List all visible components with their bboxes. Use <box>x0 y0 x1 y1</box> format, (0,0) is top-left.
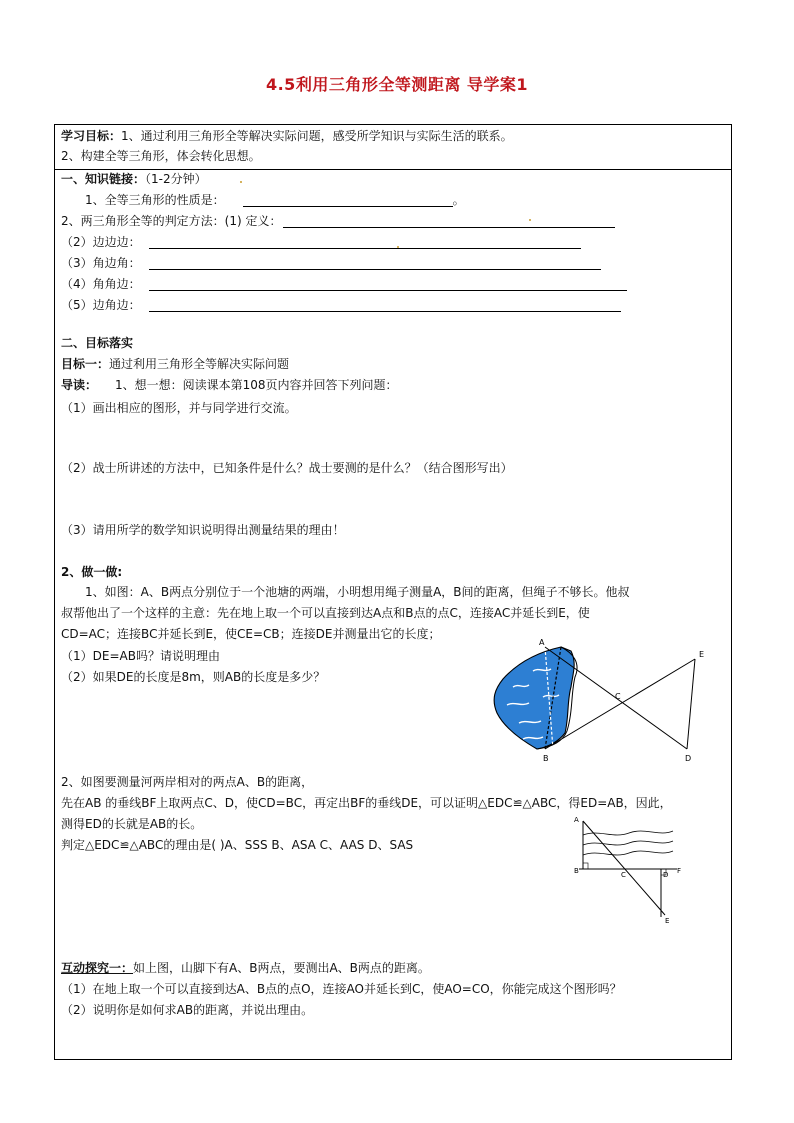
guide-question-2: （2）战士所讲述的方法中，已知条件是什么？战士要测的是什么？（结合图形写出） <box>61 461 513 475</box>
pond-shape <box>494 647 574 749</box>
section1-time: （1-2分钟） <box>145 172 207 186</box>
scan-dot <box>529 219 531 221</box>
right-angle-b <box>583 863 588 869</box>
problem2-line-0: 2、如图要测量河两岸相对的两点A、B的距离， <box>61 775 314 789</box>
answer-blank-sas[interactable] <box>149 299 621 312</box>
label-c: C <box>621 871 626 879</box>
label-a: A <box>574 816 579 824</box>
objectives-line-2: 2、构建全等三角形，体会转化思想。 <box>61 149 261 163</box>
goal1-line <box>61 357 289 371</box>
explore1-text: 如上图，山脚下有A、B两点，要测出A、B两点的距离。 <box>133 961 430 975</box>
section1-q1 <box>85 193 465 207</box>
label-e: E <box>699 650 705 659</box>
problem2-line-2: 测得ED的长就是AB的长。 <box>61 817 203 831</box>
explore1-line <box>61 961 430 975</box>
method-aas-label: （4）角角边： <box>61 277 141 291</box>
label-a: A <box>539 638 545 647</box>
method-sss-label: （2）边边边： <box>61 235 141 249</box>
answer-blank-definition[interactable] <box>283 215 615 228</box>
method-sas <box>61 298 621 312</box>
scan-dot <box>397 246 399 248</box>
problem2-line-1: 先在AB 的垂线BF上取两点C、D，使CD=BC，再定出BF的垂线DE，可以证明△EDC≌△ABC，得ED=AB，因此， <box>61 796 672 810</box>
section1-q1-end: 。 <box>452 193 465 207</box>
section2-heading: 二、目标落实 <box>61 336 134 350</box>
label-c: C <box>615 692 621 701</box>
guide-question-1: （1）画出相应的图形，并与同学进行交流。 <box>61 401 297 415</box>
section1-heading-line <box>61 172 207 186</box>
label-d: D <box>685 754 692 763</box>
method-sas-label: （5）边角边： <box>61 298 141 312</box>
problem2-choice: 判定△EDC≌△ABC的理由是( )A、SSS B、ASA C、AAS D、SAS <box>61 838 414 852</box>
label-b: B <box>574 867 579 875</box>
worksheet-frame <box>54 124 732 1060</box>
problem1-line-2: 叔帮他出了一个这样的主意：先在地上取一个可以直接到达A点和B点的点C，连接AC并延长到E，使 <box>61 606 590 620</box>
objectives-text-1: 1、通过利用三角形全等解决实际问题，感受所学知识与实际生活的联系。 <box>121 129 513 143</box>
segment-ed <box>687 659 695 749</box>
objectives-line-1 <box>61 129 513 143</box>
explore1-label: 互动探究一： <box>61 961 134 975</box>
scan-dot <box>240 181 242 183</box>
answer-blank-aas[interactable] <box>149 278 627 291</box>
section1-heading: 一、知识链接： <box>61 172 146 186</box>
page-title: 4.5利用三角形全等测距离 导学案1 <box>265 75 529 94</box>
guide-line <box>61 378 398 392</box>
objectives-divider <box>55 169 731 170</box>
section1-q2 <box>61 214 615 228</box>
label-d: D <box>663 871 669 879</box>
section3-heading: 2、做一做: <box>61 565 123 579</box>
label-b: B <box>543 754 549 763</box>
method-asa-label: （3）角边角： <box>61 256 141 270</box>
method-aas <box>61 277 627 291</box>
guide-label: 导读： <box>61 378 98 392</box>
objectives-label: 学习目标： <box>61 129 122 143</box>
problem1-line-3: CD=AC；连接BC并延长到E，使CE=CB；连接DE并测量出它的长度； <box>61 627 441 641</box>
answer-blank-asa[interactable] <box>149 257 601 270</box>
problem1-question-1: （1）DE=AB吗？请说明理由 <box>61 649 220 663</box>
method-sss <box>61 235 581 249</box>
section1-q1-text: 1、全等三角形的性质是： <box>85 193 225 207</box>
section1-q2-text: 2、两三角形全等的判定方法：(1) 定义： <box>61 214 282 228</box>
guide-question-3: （3）请用所学的数学知识说明得出测量结果的理由！ <box>61 523 345 537</box>
river-waves <box>583 831 673 855</box>
problem1-question-2: （2）如果DE的长度是8m，则AB的长度是多少？ <box>61 670 326 684</box>
guide-text: 1、想一想：阅读课本第108页内容并回答下列问题： <box>115 378 398 392</box>
pond-figure <box>473 637 703 767</box>
explore1-question-2: （2）说明你是如何求AB的距离，并说出理由。 <box>61 1003 314 1017</box>
segment-ae <box>583 821 665 915</box>
label-f: F <box>677 867 682 875</box>
river-figure <box>573 815 685 927</box>
problem1-line-1: 1、如图：A、B两点分别位于一个池塘的两端，小明想用绳子测量A，B间的距离，但绳子不够长。他叔 <box>85 585 630 599</box>
goal1-label: 目标一： <box>61 357 110 371</box>
answer-blank-sss[interactable] <box>149 236 581 249</box>
label-e: E <box>665 917 670 925</box>
method-asa <box>61 256 601 270</box>
goal1-text: 通过利用三角形全等解决实际问题 <box>109 357 290 371</box>
answer-blank-q1[interactable] <box>243 194 453 207</box>
explore1-question-1: （1）在地上取一个可以直接到达A、B点的点O，连接AO并延长到C，使AO=CO，你能完成这个图形吗？ <box>61 982 622 996</box>
